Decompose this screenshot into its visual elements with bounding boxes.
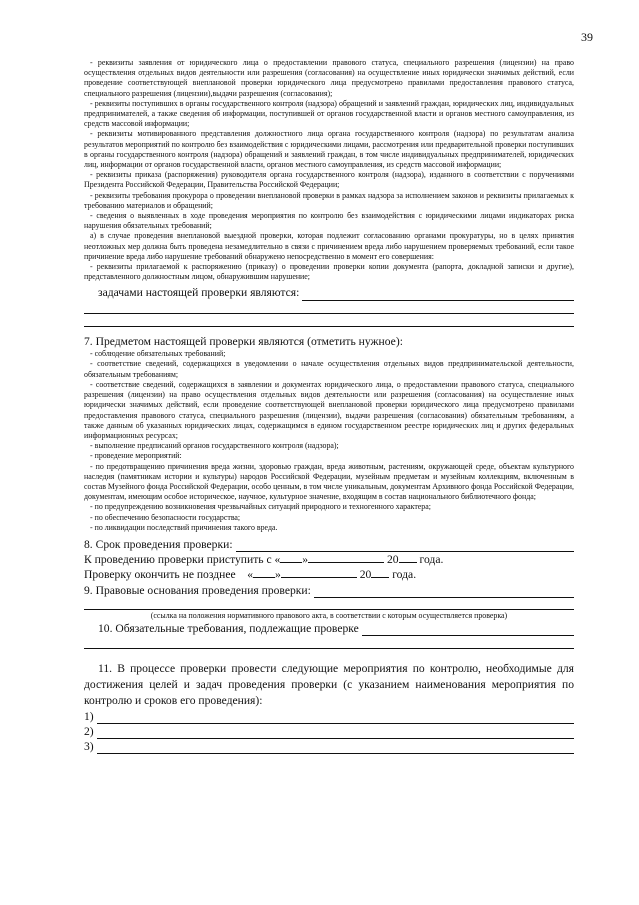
checklist-item[interactable]: - проведение мероприятий:: [90, 451, 182, 461]
start-day-field[interactable]: [280, 552, 302, 563]
tasks-row: [84, 286, 574, 300]
requirements-field-line-2[interactable]: [84, 636, 574, 649]
document-body: [84, 58, 574, 754]
legal-basis-field-line-2[interactable]: [84, 598, 574, 610]
start-month-field[interactable]: [308, 552, 384, 563]
section-8-heading: 8. Срок проведения проверки:: [84, 537, 233, 551]
end-day-field[interactable]: [253, 567, 275, 578]
section-10-row: [84, 621, 574, 636]
checklist-item[interactable]: - соответствие сведений, содержащихся в уведомлении о начале осуществления отдельных видов предпринимательской деятельности, обязательным требованиям;: [84, 359, 574, 379]
list-item: - реквизиты требования прокурора о проведении внеплановой проверки в рамках надзора за исполнением законов и реквизиты прилагаемых к требованию материалов и обращений;: [84, 190, 574, 210]
tasks-field[interactable]: [302, 289, 574, 301]
list-item: а) в случае проведения внеплановой выездной проверки, которая подлежит согласованию органами прокуратуры, но в целях принятия неотложных мер должна быть проведена незамедлительно в связи с причинением вреда либо нарушением проверяемых требований, если такое причинение вреда либо нарушение требований обнаружено непосредственно в момент его совершения:: [84, 231, 574, 261]
measure-field-1[interactable]: [97, 712, 574, 724]
start-date-row: К проведению проверки приступить с « » 20 года.: [84, 552, 444, 566]
measure-field-2[interactable]: [97, 727, 574, 739]
section-7-items: [84, 349, 574, 533]
tasks-label: задачами настоящей проверки являются:: [98, 286, 300, 300]
tasks-field-line-2[interactable]: [84, 301, 574, 314]
section-8-row: [84, 537, 574, 552]
checklist-item[interactable]: - соответствие сведений, содержащихся в заявлении и документах юридического лица, о предоставлении правового статуса, специального разрешения (лицензии) на право осуществления отдельных видов деятельности или разрешения (согласования) на осуществление иных юридически значимых действий, если проведение соответствующей внеплановой проверки юридического лица предусмотрено правилами предоставления правового статуса, специального разрешения (лицензии), выдачи разрешения (согласования) обязательным требованиям, а также данным об указанных юридических лицах, содержащимся в едином государственном реестре юридических лиц и других федеральных информационных ресурсах;: [84, 379, 574, 440]
end-date-prefix: Проверку окончить не позднее: [84, 568, 236, 582]
duration-field[interactable]: [236, 540, 574, 552]
list-item: - реквизиты прилагаемой к распоряжению (приказу) о проведении проверки копии документа (рапорта, докладной записки и другие), представленного должностным лицом, обнаружившим нарушение;: [84, 262, 574, 282]
section-11-heading: 11. В процессе проверки провести следующие мероприятия по контролю, необходимые для достижения целей и задач проведения проверки (с указанием наименования мероприятия по контролю и сроков его проведения):: [84, 661, 574, 707]
list-item: - реквизиты приказа (распоряжения) руководителя органа государственного контроля (надзора), изданного в соответствии с поручениями Президента Российской Федерации, Правительства Российской Федерации;: [84, 170, 574, 190]
checklist-item[interactable]: - соблюдение обязательных требований;: [90, 349, 226, 359]
section-9-heading: 9. Правовые основания проведения проверки:: [84, 583, 311, 597]
measure-row-3: 3): [84, 739, 574, 754]
start-year-field[interactable]: [399, 552, 417, 563]
checklist-item[interactable]: - по предотвращению причинения вреда жизни, здоровью граждан, вреда животным, растениям, окружающей среде, объектам культурного наследия (памятникам истории и культуры) народов Российской Федерации, музейным предметам и музейным коллекциям, включенным в состав Музейного фонда Российской Федерации, особо ценным, в том числе уникальным, документам Архивного фонда Российской Федерации, документам, имеющим особое историческое, научное, культурное значение, входящим в состав национального библиотечного фонда;: [84, 461, 574, 502]
list-item: - реквизиты заявления от юридического лица о предоставлении правового статуса, специального разрешения (лицензии) на право осуществления отдельных видов деятельности или разрешения (согласования) на осуществление иных юридически значимых действий, если проведение соответствующей внеплановой проверки юридического лица предусмотрено правилами предоставления правового статуса, специального разрешения (лицензии),выдачи разрешения (согласования);: [84, 58, 574, 98]
start-date-prefix: К проведению проверки приступить с «: [84, 552, 281, 566]
measure-row-1: 1): [84, 709, 574, 724]
upper-items: [84, 58, 574, 282]
end-month-field[interactable]: [281, 567, 357, 578]
legal-basis-note: (ссылка на положения нормативного правового акта, в соответствии с которым осуществляется проверка): [150, 610, 508, 620]
list-item: - сведения о выявленных в ходе проведения мероприятия по контролю без взаимодействия с юридическими лицами индикаторах риска нарушения обязательных требований;: [84, 211, 574, 231]
list-item: - реквизиты мотивированного представления должностного лица органа государственного контроля (надзора) по результатам анализа результатов мероприятий по контролю без взаимодействия с юридическими лицами, рассмотрения или предварительной проверки поступивших в органы государственного контроля (надзора) обращений и заявлений граждан, в том числе индивидуальных предпринимателей, юридических лиц, информации от органов государственной власти, органов местного самоуправления, из средств массовой информации;: [84, 129, 574, 170]
checklist-item[interactable]: - выполнение предписаний органов государственного контроля (надзора);: [90, 441, 339, 451]
page-number: 39: [581, 30, 593, 44]
section-10-heading: 10. Обязательные требования, подлежащие проверке: [98, 621, 359, 635]
section-9-row: [84, 583, 574, 598]
measure-row-2: 2): [84, 724, 574, 739]
list-item: - реквизиты поступивших в органы государственного контроля (надзора) обращений и заявлений граждан, юридических лиц, индивидуальных предпринимателей, а также сведения об информации, поступившей от органов государственной власти и органов местного самоуправления, из средств массовой информации;: [84, 98, 574, 129]
end-date-row: Проверку окончить не позднее « » 20 года.: [84, 568, 417, 582]
checklist-item[interactable]: - по ликвидации последствий причинения такого вреда.: [90, 522, 278, 532]
requirements-field[interactable]: [362, 624, 574, 636]
legal-basis-field[interactable]: [314, 586, 574, 598]
checklist-item[interactable]: - по обеспечению безопасности государства;: [90, 512, 241, 522]
checklist-item[interactable]: - по предупреждению возникновения чрезвычайных ситуаций природного и техногенного характера;: [90, 502, 431, 512]
end-year-field[interactable]: [371, 567, 389, 578]
tasks-field-line-3[interactable]: [84, 314, 574, 327]
measure-field-3[interactable]: [97, 742, 574, 754]
section-7-heading: 7. Предметом настоящей проверки являются (отметить нужное):: [84, 334, 403, 348]
